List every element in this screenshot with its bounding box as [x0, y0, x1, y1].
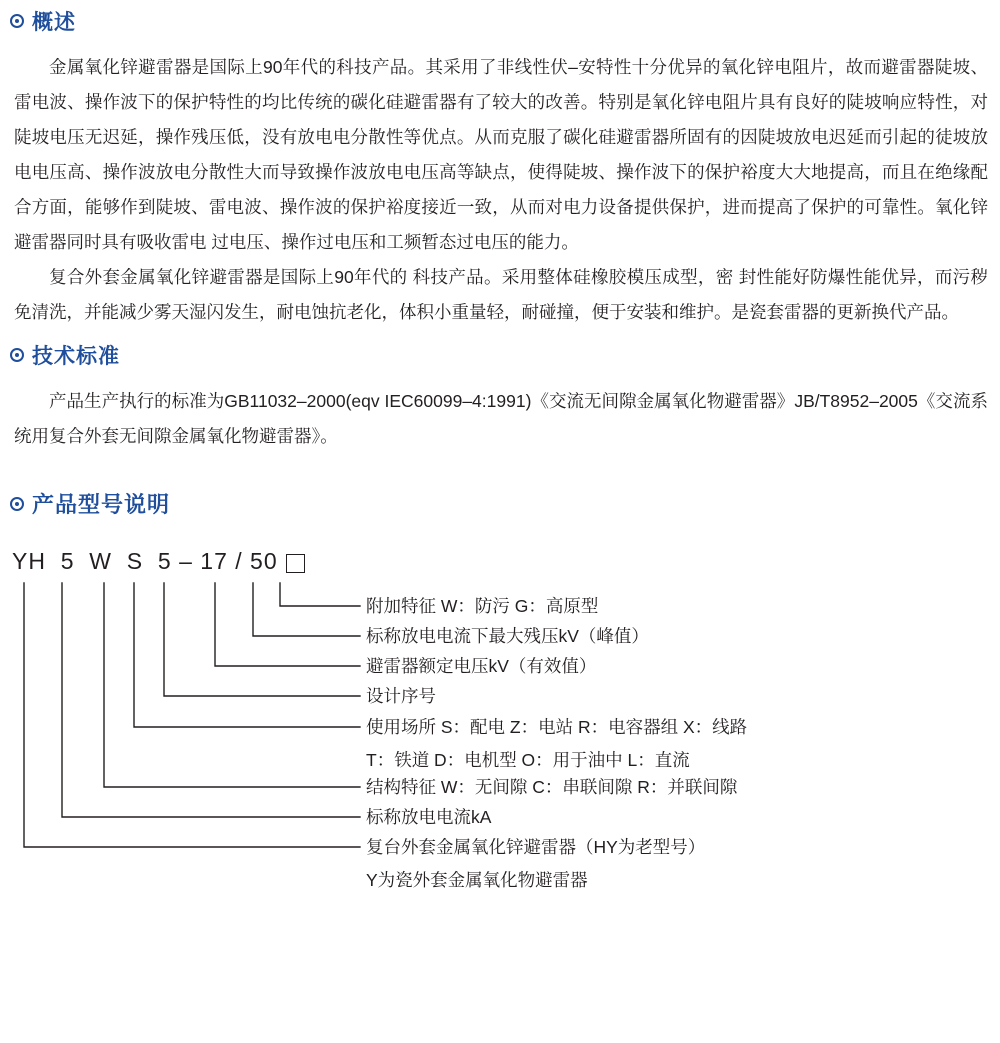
legend-additional-feature: 附加特征 W：防污 G：高原型 — [366, 596, 599, 616]
legend-nominal-current: 标称放电电流kA — [366, 807, 492, 827]
legend-porcelain-housing: Y为瓷外套金属氧化物避雷器 — [366, 870, 588, 890]
legend-usage-place-1: 使用场所 S：配电 Z：电站 R：电容器组 X：线路 — [366, 717, 748, 737]
section-heading-standard — [10, 340, 992, 370]
circle-bullet-icon — [10, 348, 24, 362]
model-code-leader-diagram — [8, 579, 992, 969]
legend-residual-voltage: 标称放电电流下最大残压kV（峰值） — [366, 626, 649, 646]
section-heading-standard-label: 技术标准 — [32, 345, 120, 368]
section-heading-overview — [10, 6, 992, 36]
legend-usage-place-2: T：铁道 D：电机型 O：用于油中 L：直流 — [366, 750, 690, 770]
circle-bullet-icon — [10, 497, 24, 511]
standard-paragraph-1: 产品生产执行的标准为GB11032–2000(eqv IEC60099–4:1991)《交流无间隙金属氧化物避雷器》JB/T8952–2005《交流系统用复合外套无间隙金属氧化物避雷器》。 — [14, 391, 988, 446]
legend-composite-housing: 复台外套金属氧化锌避雷器（HY为老型号） — [366, 837, 706, 857]
legend-design-serial: 设计序号 — [366, 686, 436, 706]
section-heading-overview-label: 概述 — [32, 11, 76, 34]
circle-bullet-icon — [10, 14, 24, 28]
model-code-empty-box — [286, 554, 305, 573]
overview-body — [8, 50, 992, 330]
section-heading-model-label: 产品型号说明 — [32, 492, 171, 517]
legend-structure-feature: 结构特征 W：无间隙 C：串联间隙 R：并联间隙 — [366, 777, 738, 797]
model-code-row — [12, 545, 992, 575]
document-page — [0, 6, 1000, 1043]
legend-rated-voltage: 避雷器额定电压kV（有效值） — [366, 656, 597, 676]
model-code-text: YH 5 W S 5 – 17 / 50 — [12, 548, 278, 574]
overview-paragraph-1: 金属氧化锌避雷器是国际上90年代的科技产品。其采用了非线性伏–安特性十分优异的氧化锌电阻片，故而避雷器陡坡、雷电波、操作波下的保护特性的均比传统的碳化硅避雷器有了较大的改善。特别是氧化锌电阻片具有良好的陡坡响应特性，对陡坡电压无迟延，操作残压低，没有放电电分散性等优点。从而克服了碳化硅避雷器所固有的因陡坡放电迟延而引起的徒坡放电电压高、操作波放电分散性大而导致操作波放电电压高等缺点，使得陡坡、操作波下的保护裕度大大地提高，而且在绝缘配合方面，能够作到陡坡、雷电波、操作波的保护裕度接近一致，从而对电力设备提供保护，进而提高了保护的可靠性。氧化锌避雷器同时具有吸收雷电 过电压、操作过电压和工频暂态过电压的能力。 — [14, 57, 988, 252]
standard-body — [8, 384, 992, 454]
overview-paragraph-2: 复合外套金属氧化锌避雷器是国际上90年代的 科技产品。采用整体硅橡胶模压成型，密 封性能好防爆性能优异，而污秽免清洗，并能减少雾天湿闪发生，耐电蚀抗老化，体积小重量轻，耐碰撞，便于安装和维护。是瓷套雷器的更新换代产品。 — [14, 267, 988, 322]
section-heading-model — [10, 488, 992, 519]
